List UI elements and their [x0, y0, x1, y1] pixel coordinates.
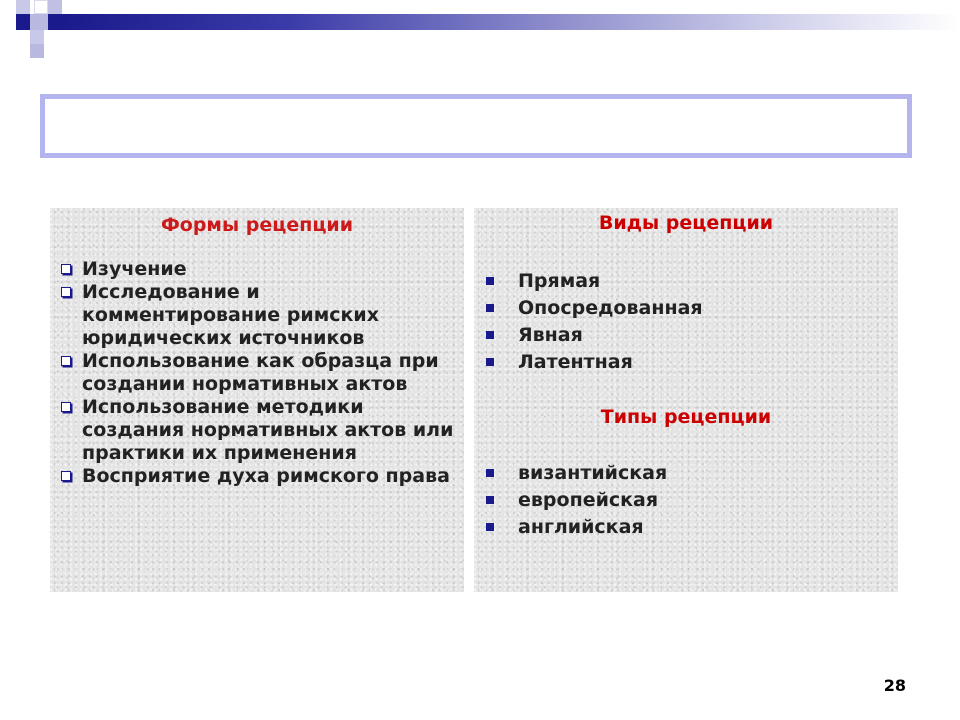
list-item	[484, 295, 703, 322]
hollow-square-bullet-icon	[61, 402, 71, 412]
list-item	[58, 281, 458, 350]
square-bullet-icon	[486, 496, 494, 504]
square-bullet-icon	[486, 358, 494, 366]
vidy-list	[484, 268, 703, 376]
list-item	[58, 396, 458, 465]
list-item	[484, 514, 667, 541]
hollow-square-bullet-icon	[61, 471, 71, 481]
top-decoration	[0, 0, 960, 60]
hollow-square-bullet-icon	[61, 287, 71, 297]
list-item	[58, 350, 458, 396]
vidy-heading: Виды рецепции	[598, 212, 774, 234]
hollow-square-bullet-icon	[61, 264, 71, 274]
list-item-text: Использование методики создания нормативных актов или практики их применения	[82, 396, 454, 464]
tipy-heading: Типы рецепции	[600, 406, 772, 428]
square-bullet-icon	[486, 469, 494, 477]
decor-square	[30, 30, 44, 44]
list-item	[484, 268, 703, 295]
decor-square	[16, 14, 30, 30]
square-bullet-icon	[486, 304, 494, 312]
decor-square	[34, 0, 48, 14]
list-item-text: английская	[518, 516, 644, 538]
list-item-text: Изучение	[82, 258, 187, 280]
decor-square	[48, 14, 60, 30]
list-item	[484, 322, 703, 349]
page-number: 28	[883, 676, 906, 695]
forms-heading	[50, 214, 464, 236]
list-item	[484, 460, 667, 487]
list-item	[484, 349, 703, 376]
forms-list	[58, 258, 458, 488]
decor-square	[16, 0, 30, 14]
list-item-text: византийская	[518, 462, 668, 484]
tipy-list	[484, 460, 667, 541]
top-gradient-bar	[60, 14, 960, 30]
list-item	[58, 465, 458, 488]
list-item-text: Прямая	[518, 270, 601, 292]
forms-panel	[50, 208, 464, 592]
list-item-text: Исследование и комментирование римских юридических источников	[82, 281, 379, 349]
list-item	[58, 258, 458, 281]
list-item-text: Опосредованная	[518, 297, 703, 319]
list-item-text: Явная	[518, 324, 583, 346]
list-item	[484, 487, 667, 514]
hollow-square-bullet-icon	[61, 356, 71, 366]
forms-heading-text: Формы рецепции	[160, 214, 354, 236]
square-bullet-icon	[486, 277, 494, 285]
list-item-text: Восприятие духа римского права	[82, 465, 450, 487]
square-bullet-icon	[486, 331, 494, 339]
title-box	[40, 94, 912, 158]
decor-square	[16, 30, 30, 44]
decor-square	[30, 14, 48, 30]
list-item-text: Использование как образца при создании нормативных актов	[82, 350, 439, 395]
list-item-text: европейская	[518, 489, 659, 511]
list-item-text: Латентная	[518, 351, 633, 373]
decor-square	[48, 0, 62, 14]
square-bullet-icon	[486, 523, 494, 531]
decor-square	[30, 44, 44, 58]
types-panel	[474, 208, 898, 592]
